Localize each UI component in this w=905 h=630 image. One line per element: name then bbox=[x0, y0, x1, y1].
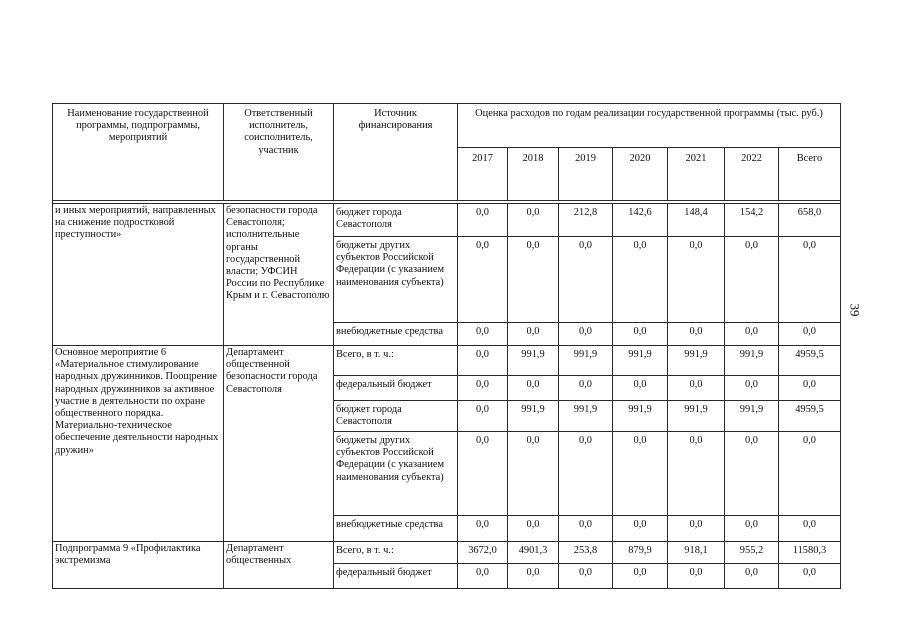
value-total: 0,0 bbox=[779, 564, 841, 589]
value-cell: 918,1 bbox=[668, 542, 725, 564]
year-header: 2020 bbox=[613, 148, 668, 201]
value-cell: 0,0 bbox=[668, 516, 725, 542]
value-cell: 0,0 bbox=[508, 516, 559, 542]
year-header: 2019 bbox=[559, 148, 613, 201]
value-cell: 0,0 bbox=[613, 237, 668, 323]
value-cell: 0,0 bbox=[508, 376, 559, 401]
value-cell: 0,0 bbox=[613, 323, 668, 346]
value-total: 0,0 bbox=[779, 376, 841, 401]
value-cell: 0,0 bbox=[613, 516, 668, 542]
value-cell: 991,9 bbox=[613, 401, 668, 432]
value-cell: 154,2 bbox=[725, 204, 779, 237]
value-cell: 0,0 bbox=[725, 237, 779, 323]
funding-source: бюджеты других субъектов Российской Федерации (с указанием наименования субъекта) bbox=[334, 432, 458, 516]
value-cell: 991,9 bbox=[613, 346, 668, 376]
value-cell: 0,0 bbox=[458, 204, 508, 237]
value-total: 0,0 bbox=[779, 516, 841, 542]
funding-source: бюджет города Севастополя bbox=[334, 204, 458, 237]
value-cell: 253,8 bbox=[559, 542, 613, 564]
value-cell: 4901,3 bbox=[508, 542, 559, 564]
value-cell: 142,6 bbox=[613, 204, 668, 237]
value-total: 0,0 bbox=[779, 432, 841, 516]
year-header: 2022 bbox=[725, 148, 779, 201]
value-cell: 0,0 bbox=[559, 516, 613, 542]
value-cell: 0,0 bbox=[458, 376, 508, 401]
value-cell: 3672,0 bbox=[458, 542, 508, 564]
value-cell: 0,0 bbox=[668, 376, 725, 401]
funding-source: бюджет города Севастополя bbox=[334, 401, 458, 432]
program-name: Подпрограмма 9 «Профилактика экстремизма bbox=[53, 542, 224, 589]
value-total: 11580,3 bbox=[779, 542, 841, 564]
value-cell: 0,0 bbox=[458, 564, 508, 589]
year-header: 2017 bbox=[458, 148, 508, 201]
table-row bbox=[53, 204, 841, 237]
header-estimate: Оценка расходов по годам реализации государственной программы (тыс. руб.) bbox=[458, 104, 841, 148]
value-cell: 991,9 bbox=[559, 346, 613, 376]
value-cell: 148,4 bbox=[668, 204, 725, 237]
value-total: 0,0 bbox=[779, 323, 841, 346]
value-total: 4959,5 bbox=[779, 401, 841, 432]
value-cell: 991,9 bbox=[559, 401, 613, 432]
value-total: 0,0 bbox=[779, 237, 841, 323]
value-cell: 0,0 bbox=[458, 323, 508, 346]
value-cell: 0,0 bbox=[559, 323, 613, 346]
year-header: 2021 bbox=[668, 148, 725, 201]
value-cell: 991,9 bbox=[508, 401, 559, 432]
value-cell: 0,0 bbox=[725, 323, 779, 346]
value-total: 658,0 bbox=[779, 204, 841, 237]
value-cell: 0,0 bbox=[559, 432, 613, 516]
program-name: Основное мероприятие 6 «Материальное стимулирование народных дружинников. Поощрение народных дружинников за активное участие в деятельности по охране общественного порядка. Материально-техническое обеспечение деятельности народных дружин» bbox=[53, 346, 224, 542]
funding-source: Всего, в т. ч.: bbox=[334, 346, 458, 376]
value-cell: 0,0 bbox=[613, 432, 668, 516]
value-cell: 0,0 bbox=[668, 432, 725, 516]
year-header: 2018 bbox=[508, 148, 559, 201]
page-number: 39 bbox=[847, 303, 863, 317]
value-cell: 0,0 bbox=[458, 432, 508, 516]
funding-source: внебюджетные средства bbox=[334, 516, 458, 542]
year-header: Всего bbox=[779, 148, 841, 201]
funding-source: бюджеты других субъектов Российской Федерации (с указанием наименования субъекта) bbox=[334, 237, 458, 323]
value-cell: 991,9 bbox=[668, 401, 725, 432]
funding-source: федеральный бюджет bbox=[334, 564, 458, 589]
value-cell: 0,0 bbox=[458, 516, 508, 542]
value-cell: 0,0 bbox=[458, 237, 508, 323]
funding-source: внебюджетные средства bbox=[334, 323, 458, 346]
program-name: и иных мероприятий, направленных на снижение подростковой преступности» bbox=[53, 204, 224, 346]
value-cell: 0,0 bbox=[458, 346, 508, 376]
value-cell: 0,0 bbox=[725, 376, 779, 401]
value-cell: 212,8 bbox=[559, 204, 613, 237]
value-cell: 0,0 bbox=[613, 564, 668, 589]
value-cell: 0,0 bbox=[559, 376, 613, 401]
funding-source: федеральный бюджет bbox=[334, 376, 458, 401]
value-total: 4959,5 bbox=[779, 346, 841, 376]
table-row bbox=[53, 346, 841, 376]
value-cell: 0,0 bbox=[725, 564, 779, 589]
table-row bbox=[53, 542, 841, 564]
funding-source: Всего, в т. ч.: bbox=[334, 542, 458, 564]
header-name: Наименование государственной программы, подпрограммы, мероприятий bbox=[53, 104, 224, 201]
value-cell: 0,0 bbox=[458, 401, 508, 432]
responsible-executor: безопасности города Севастополя; исполнительные органы государственной власти; УФСИН России по Республике Крым и г. Севастополю bbox=[224, 204, 334, 346]
value-cell: 0,0 bbox=[725, 432, 779, 516]
value-cell: 991,9 bbox=[668, 346, 725, 376]
value-cell: 0,0 bbox=[508, 432, 559, 516]
value-cell: 0,0 bbox=[508, 564, 559, 589]
value-cell: 955,2 bbox=[725, 542, 779, 564]
responsible-executor: Департамент общественных bbox=[224, 542, 334, 589]
value-cell: 0,0 bbox=[559, 564, 613, 589]
value-cell: 0,0 bbox=[668, 237, 725, 323]
value-cell: 0,0 bbox=[613, 376, 668, 401]
value-cell: 0,0 bbox=[668, 564, 725, 589]
budget-table bbox=[52, 103, 841, 589]
value-cell: 0,0 bbox=[508, 204, 559, 237]
value-cell: 0,0 bbox=[508, 323, 559, 346]
value-cell: 0,0 bbox=[668, 323, 725, 346]
header-source: Источник финансирования bbox=[334, 104, 458, 201]
responsible-executor: Департамент общественной безопасности города Севастополя bbox=[224, 346, 334, 542]
value-cell: 991,9 bbox=[725, 401, 779, 432]
value-cell: 991,9 bbox=[508, 346, 559, 376]
value-cell: 991,9 bbox=[725, 346, 779, 376]
header-executor: Ответственный исполнитель, соисполнитель, участник bbox=[224, 104, 334, 201]
value-cell: 0,0 bbox=[559, 237, 613, 323]
value-cell: 879,9 bbox=[613, 542, 668, 564]
value-cell: 0,0 bbox=[508, 237, 559, 323]
value-cell: 0,0 bbox=[725, 516, 779, 542]
